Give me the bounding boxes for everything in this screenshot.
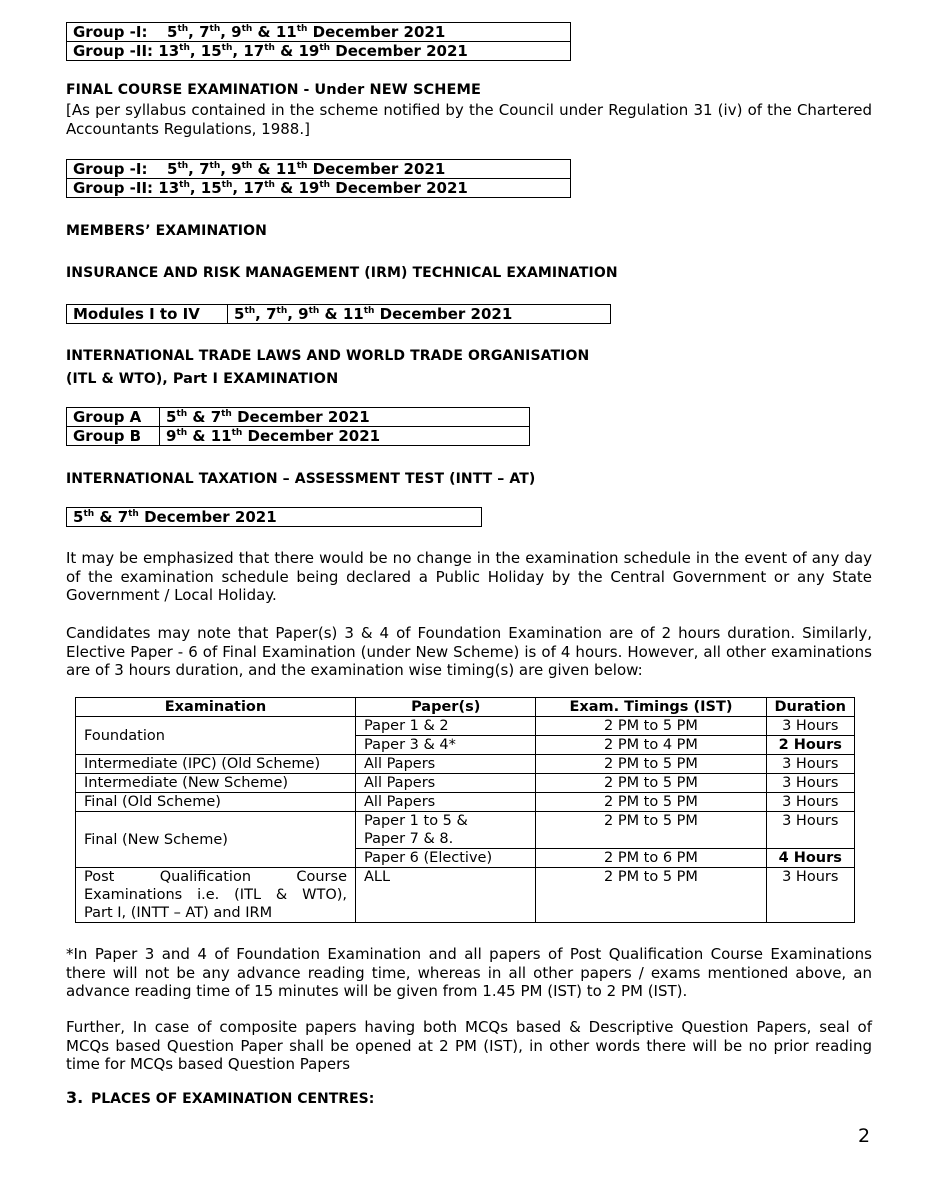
header-papers: Paper(s) (356, 698, 536, 717)
table-row (76, 774, 855, 793)
section-title: PLACES OF EXAMINATION CENTRES: (91, 1091, 375, 1107)
duration-cell: 3 Hours (766, 812, 854, 849)
date: 15 (200, 42, 222, 60)
table-row (67, 427, 530, 446)
month-year: December 2021 (335, 179, 468, 197)
itl-heading-line2-a: (ITL & WTO), (66, 371, 173, 387)
irm-label-cell: Modules I to IV (67, 305, 228, 324)
ordinal: th (128, 509, 139, 519)
duration-cell: 3 Hours (766, 717, 854, 736)
ordinal: th (319, 43, 331, 53)
paper-cell: All Papers (356, 793, 536, 812)
exam-cell: Final (Old Scheme) (76, 793, 356, 812)
ordinal: th (241, 161, 253, 171)
month-year: December 2021 (144, 508, 277, 526)
intt-date-cell: 5th & 7th December 2021 (67, 508, 482, 527)
final-course-heading-a: FINAL COURSE EXAMINATION - (66, 82, 315, 98)
irm-heading: INSURANCE AND RISK MANAGEMENT (IRM) TECHNICAL EXAMINATION (66, 265, 618, 281)
ordinal: th (244, 306, 256, 316)
group-label: Group -II: (73, 42, 154, 60)
group-date-cell: Group -II: 13th, 15th, 17th & 19th December 2021 (67, 179, 571, 198)
group-date-cell: Group -I: 5th, 7th, 9th & 11th December 2021 (67, 23, 571, 42)
table-row (67, 508, 482, 527)
paper-cell: All Papers (356, 755, 536, 774)
duration-cell: 3 Hours (766, 755, 854, 774)
month-year: December 2021 (312, 23, 446, 41)
paper-cell: ALL (356, 868, 536, 923)
ordinal: th (363, 306, 375, 316)
timing-cell: 2 PM to 5 PM (536, 717, 766, 736)
date: 13 (158, 42, 180, 60)
ordinal: th (308, 306, 320, 316)
duration-cell: 4 Hours (766, 849, 854, 868)
ordinal: th (209, 161, 221, 171)
group-label: Group -II: (73, 179, 154, 197)
header-timings: Exam. Timings (IST) (536, 698, 766, 717)
ordinal: th (179, 180, 190, 190)
timing-cell: 2 PM to 5 PM (536, 793, 766, 812)
date: 9 (231, 23, 242, 41)
month-year: December 2021 (237, 408, 370, 426)
timing-cell: 2 PM to 5 PM (536, 812, 766, 849)
paper-line: Paper 7 & 8. (364, 831, 454, 847)
ordinal: th (177, 24, 189, 34)
ordinal: th (221, 409, 232, 419)
date: 7 (266, 305, 277, 323)
date: 19 (298, 179, 320, 197)
date: 11 (342, 305, 364, 323)
date: 17 (243, 42, 265, 60)
table-row (76, 717, 855, 736)
date: 13 (158, 179, 180, 197)
itl-date-cell: 5th & 7th December 2021 (160, 408, 530, 427)
final-new-group-table (66, 159, 571, 198)
ordinal: th (221, 43, 233, 53)
itl-heading-line1: INTERNATIONAL TRADE LAWS AND WORLD TRADE ORGANISATION (66, 348, 590, 364)
duration-cell: 3 Hours (766, 793, 854, 812)
duration-paragraph: Candidates may note that Paper(s) 3 & 4 of Foundation Examination are of 2 hours duration. Similarly, Elective Paper - 6 of Final Examination (under New Scheme) is of 4 hours. However, all other examinations are of 3 hours duration, and the examination wise timing(s) are given below: (66, 624, 872, 679)
date: 11 (275, 160, 297, 178)
ordinal: th (296, 161, 308, 171)
timing-cell: 2 PM to 6 PM (536, 849, 766, 868)
ordinal: th (241, 24, 253, 34)
irm-table (66, 304, 611, 324)
timing-cell: 2 PM to 5 PM (536, 755, 766, 774)
itl-heading-line2-b: Part I EXAMINATION (172, 371, 339, 387)
itl-group-cell: Group B (67, 427, 160, 446)
month-year: December 2021 (379, 305, 513, 323)
itl-group-cell: Group A (67, 408, 160, 427)
month-year: December 2021 (247, 427, 381, 445)
table-row (67, 179, 571, 198)
date: 19 (298, 42, 320, 60)
ordinal: th (176, 409, 188, 419)
exam-cell: Foundation (76, 717, 356, 755)
ordinal: th (176, 428, 188, 438)
month-year: December 2021 (312, 160, 446, 178)
exam-cell: Final (New Scheme) (76, 812, 356, 868)
composite-paper-paragraph: Further, In case of composite papers having both MCQs based & Descriptive Question Papers, seal of MCQs based Question Paper shall be opened at 2 PM (IST), in other words there will be no prior reading time for MCQs based Question Papers (66, 1018, 872, 1073)
paper-line: Paper 1 to 5 & (364, 813, 468, 829)
exam-cell (76, 868, 356, 923)
date: 5 (167, 160, 178, 178)
date: 5 (73, 508, 84, 526)
date: 17 (243, 179, 265, 197)
ordinal: th (264, 43, 275, 53)
itl-date-cell: 9th & 11th December 2021 (160, 427, 530, 446)
table-row (76, 793, 855, 812)
paper-cell: Paper 1 & 2 (356, 717, 536, 736)
ordinal: th (264, 180, 275, 190)
month-year: December 2021 (335, 42, 468, 60)
timing-cell: 2 PM to 5 PM (536, 868, 766, 923)
final-course-heading (66, 82, 481, 98)
group-label: Group -I: (73, 23, 148, 41)
duration-cell: 2 Hours (766, 736, 854, 755)
duration-cell: 3 Hours (766, 868, 854, 923)
duration-cell: 3 Hours (766, 774, 854, 793)
timing-cell: 2 PM to 5 PM (536, 774, 766, 793)
paper-cell: Paper 6 (Elective) (356, 849, 536, 868)
ordinal: th (296, 24, 308, 34)
date: 15 (200, 179, 222, 197)
ordinal: th (231, 428, 243, 438)
table-row (67, 160, 571, 179)
date: 11 (275, 23, 297, 41)
date: 7 (199, 23, 210, 41)
group-date-cell: Group -I: 5th, 7th, 9th & 11th December 2021 (67, 160, 571, 179)
date: 5 (166, 408, 177, 426)
date: 5 (234, 305, 245, 323)
date: 9 (166, 427, 177, 445)
exam-timing-table (75, 697, 855, 923)
date: 5 (167, 23, 178, 41)
ordinal: th (319, 180, 331, 190)
date: 9 (231, 160, 242, 178)
exam-cell: Intermediate (New Scheme) (76, 774, 356, 793)
section-3-heading (66, 1088, 374, 1107)
intt-heading: INTERNATIONAL TAXATION – ASSESSMENT TEST (INTT – AT) (66, 471, 536, 487)
header-duration: Duration (766, 698, 854, 717)
holiday-paragraph: It may be emphasized that there would be no change in the examination schedule in the event of any day of the examination schedule being declared a Public Holiday by the Central Government or any State Government / Local Holiday. (66, 549, 872, 604)
table-row (67, 305, 611, 324)
ordinal: th (179, 43, 190, 53)
date: 7 (117, 508, 129, 526)
table-row (67, 23, 571, 42)
table-row (67, 42, 571, 61)
table-header-row (76, 698, 855, 717)
date: 9 (298, 305, 309, 323)
exam-line: Post Qualification Course (84, 869, 347, 885)
date: 7 (210, 408, 222, 426)
date: 7 (199, 160, 210, 178)
timing-cell: 2 PM to 4 PM (536, 736, 766, 755)
table-row (67, 408, 530, 427)
date: 11 (210, 427, 232, 445)
table-row (76, 755, 855, 774)
itl-table (66, 407, 530, 446)
ordinal: th (209, 24, 221, 34)
itl-heading-line2 (66, 371, 338, 387)
ordinal: th (276, 306, 288, 316)
final-course-note: [As per syllabus contained in the scheme notified by the Council under Regulation 31 (iv) of the Chartered Accountants Regulations, 1988.] (66, 101, 872, 138)
group-date-cell: Group -II: 13th, 15th, 17th & 19th December 2021 (67, 42, 571, 61)
header-examination: Examination (76, 698, 356, 717)
top-group-table (66, 22, 571, 61)
ordinal: th (83, 509, 95, 519)
page-number: 2 (858, 1125, 871, 1147)
irm-date-cell: 5th, 7th, 9th & 11th December 2021 (228, 305, 611, 324)
final-course-heading-b: Under NEW SCHEME (314, 82, 482, 98)
reading-time-paragraph: *In Paper 3 and 4 of Foundation Examination and all papers of Post Qualification Course Examinations there will not be any advance reading time, whereas in all other papers / exams mentioned above, an advance reading time of 15 minutes will be given from 1.45 PM (IST) to 2 PM (IST). (66, 945, 872, 1000)
members-heading: MEMBERS’ EXAMINATION (66, 223, 267, 239)
ordinal: th (221, 180, 233, 190)
table-row (76, 868, 855, 923)
paper-cell: Paper 3 & 4* (356, 736, 536, 755)
exam-line: Examinations i.e. (ITL & WTO), (84, 887, 347, 903)
section-number: 3. (66, 1088, 84, 1107)
exam-line: Part I, (INTT – AT) and IRM (84, 905, 273, 921)
exam-cell: Intermediate (IPC) (Old Scheme) (76, 755, 356, 774)
table-row (76, 812, 855, 849)
intt-table (66, 507, 482, 527)
paper-cell (356, 812, 536, 849)
group-label: Group -I: (73, 160, 148, 178)
ordinal: th (177, 161, 189, 171)
paper-cell: All Papers (356, 774, 536, 793)
